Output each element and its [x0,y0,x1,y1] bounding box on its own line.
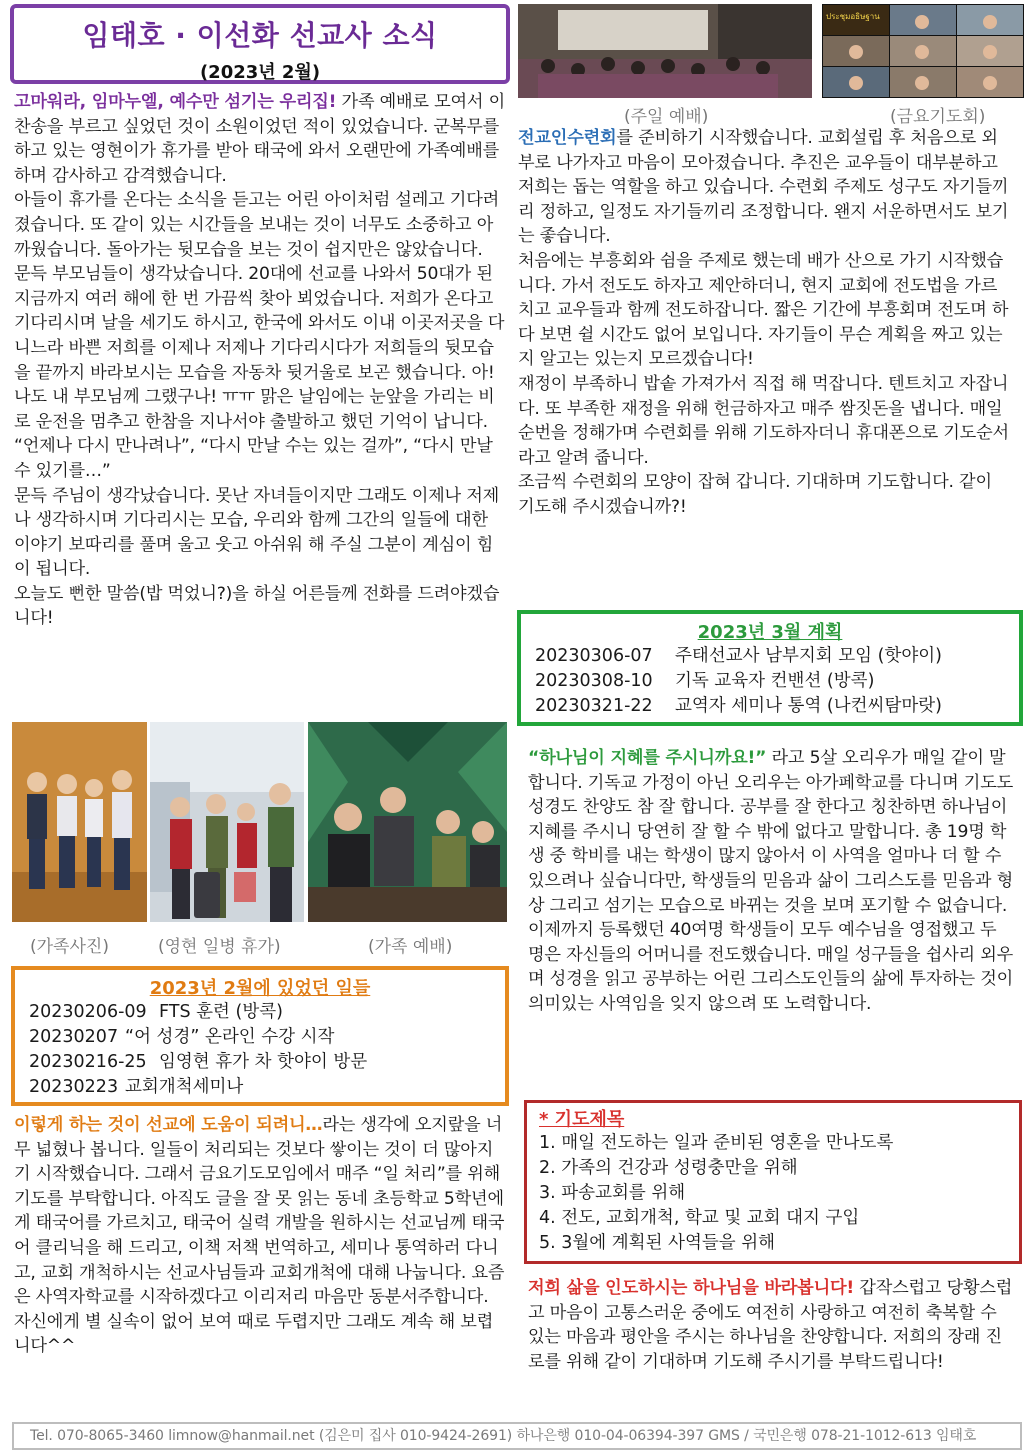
prayer-item: 2. 가족의 건강과 성령충만을 위해 [539,1158,798,1178]
family-worship-photo [308,722,507,922]
highlight-text: “하나님이 지혜를 주시니까요!” [528,748,767,768]
march-plan-box [517,610,1023,726]
paragraph [14,1113,508,1359]
paragraph: 재정이 부족하니 밥솥 가져가서 직접 해 먹잡니다. 텐트치고 자잡니다. 또 부족한 재정을 위해 헌금하자고 매주 쌈짓돈을 냅니다. 매일 순번을 정해가며 수련회를 위해 기도하자더니 휴대폰으로 기도순서라고 알려 줍니다. [518,373,1009,468]
newsletter-title: 임태호 · 이선화 선교사 소식 [82,19,438,52]
sunday-worship-photo [518,4,812,98]
event-text: 임영현 휴가 차 핫야이 방문 [159,1052,368,1072]
march-plan-list [535,644,1019,719]
paragraph [14,90,508,188]
zoom-banner-text: ประชุมอธิษฐาน [826,12,880,21]
event-item [29,1075,505,1100]
event-item [29,1000,505,1025]
prayer-title: * 기도제목 [539,1109,625,1130]
plan-text: 교역자 세미나 통역 (나컨씨탐마랏) [675,696,943,716]
paragraph: 문득 주님이 생각났습니다. 못난 자녀들이지만 그래도 이제나 저제나 생각하시며 기다리시는 모습, 우리와 함께 그간의 일들에 대한 이야기 보따리를 풀며 울고 웃고 아쉬워 해 주실 그분이 계심이 힘이 됩니다. [14,485,499,580]
newsletter-date: (2023년 2월) [199,62,321,83]
march-plan-title: 2023년 3월 계획 [697,622,843,643]
paragraph: 처음에는 부흥회와 쉼을 주제로 했는데 배가 산으로 가기 시작했습니다. 가서 전도도 하자고 제안하더니, 현지 교회에 전도법을 가르치고 교우들과 함께 전도하잡니다. 짧은 기간에 부흥회며 전도며 하다 보면 쉴 시간도 없어 보입니다. 자기들이 무슨 계획을 짜고 있는지 알고는 있는지 모르겠습니다! [518,250,1009,370]
paragraph [518,126,1012,249]
event-date: 20230207 [29,1027,119,1047]
paragraph: 오늘도 뻔한 말씀(밥 먹었니?)을 하실 어른들께 전화를 드려야겠습니다! [14,583,500,629]
paragraph-text: 라는 생각에 오지랖을 너무 넓혔나 봅니다. 일들이 처리되는 것보다 쌓이는 것이 더 많아지기 시작했습니다. 그래서 금요기도모임에서 매주 “일 처리”를 위해 기도를 부탁합니다. 아직도 글을 잘 못 읽는 동네 초등학교 5학년에게 태국어를 가르치고, 태국어 실력 개발을 원하시는 선교님께 태국어 클리닉을 해 드리고, 이책 저책 번역하고, 세미나 통역하러 다니고, 교회 개척하시는 선교사님들과 교회개척에 대해 나눕니다. 요즘은 사역자학교를 시작하겠다고 이리저리 마음만 동분서주합니다. 자신에게 별 실속이 없어 보여 때로 두렵지만 그래도 계속 해 보렵니다^^ [14,1115,505,1357]
paragraph: 이제까지 등록했던 40여명 학생들이 모두 예수님을 영접했고 두 명은 자신들의 어머니를 전도했습니다. 매일 성구들을 쉽사리 외우며 성경을 읽고 공부하는 어린 그리스도인들의 삶에 투자하는 것이 의미있는 사역임을 잊지 않으려 또 노력합니다. [528,920,1013,1014]
church-retreat-article [518,126,1012,520]
friday-photo-caption: (금요기도회) [890,107,986,127]
plan-item [535,644,1019,669]
plan-text: 주태선교사 남부지회 모임 (핫야이) [675,646,943,666]
prayer-item: 1. 매일 전도하는 일과 준비된 영혼을 만나도록 [539,1133,894,1153]
event-text: “어 성경” 온라인 수강 시작 [125,1027,335,1047]
event-item [29,1025,505,1050]
title-box [10,4,510,84]
plan-item [535,669,1019,694]
prayer-item: 4. 전도, 교회개척, 학교 및 교회 대지 구입 [539,1208,860,1228]
paragraph: 아들이 휴가를 온다는 소식을 듣고는 어린 아이처럼 설레고 기다려졌습니다. 또 같이 있는 시간들을 보내는 것이 너무도 소중하고 아까웠습니다. 돌아가는 뒷모습을 보는 것이 쉽지만은 않았습니다. [14,190,499,260]
paragraph-text: 가족 예배로 모여서 이 찬송을 부르고 싶었던 것이 소원이었던 적이 있었습니다. 군복무를 하고 있는 영현이가 휴가를 받아 태국에 와서 오랜만에 가족예배를 하며 감사하고 감격했습니다. [14,92,505,186]
friday-prayer-zoom-photo [822,4,1024,98]
plan-date: 20230308-10 [535,671,653,691]
prayer-list [539,1131,1019,1256]
event-date: 20230206-09 [29,1002,147,1022]
paragraph-text: 를 준비하기 시작했습니다. 교회설립 후 처음으로 외부로 나가자고 마음이 모아졌습니다. 추진은 교우들이 대부분하고 저희는 돕는 역할을 하고 있습니다. 수련회 주제도 성구도 자기들끼리 정하고, 일정도 자기들끼리 조정합니다. 왠지 서운하면서도 보기는 좋습니다. [518,128,1009,247]
agape-school-article [528,746,1014,1017]
event-text: 교회개척세미나 [125,1077,244,1097]
feb-events-list [29,1000,505,1100]
sunday-photo-caption: (주일 예배) [624,107,709,127]
leave-photo-caption: (영현 일병 휴가) [158,937,281,957]
plan-date: 20230321-22 [535,696,653,716]
plan-text: 기독 교육자 컨밴션 (방콕) [675,671,875,691]
event-item [29,1050,505,1075]
highlight-text: 저희 삶을 인도하시는 하나님을 바라봅니다! [528,1278,855,1298]
paragraph-text: 라고 5살 오리우가 매일 같이 말합니다. 기독교 가정이 아닌 오리우는 아가페학교를 다니며 기도도 성경도 찬양도 참 잘 합니다. 공부를 잘 한다고 칭찬하면 하나님이 지혜를 주시니 당연히 잘 할 수 밖에 없다고 말합니다. 총 19명 학생 중 학비를 내는 학생이 많지 않아서 이 사역을 얼마나 더 할 수 있으려나 싶습니다만, 학생들의 믿음과 삶이 그리스도를 믿음과 형상 그리고 섬기는 모습으로 바뀌는 것을 보며 포기할 수 없습니다. [528,748,1013,916]
event-text: FTS 훈련 (방콕) [159,1002,283,1022]
prayer-item: 3. 파송교회를 위해 [539,1183,686,1203]
ministry-work-article [14,1113,508,1359]
paragraph [528,1276,1014,1374]
feb-events-box [11,966,509,1106]
highlight-text: 이렇게 하는 것이 선교에 도움이 되려니… [14,1115,323,1135]
family-photo [12,722,147,922]
prayer-requests-box [524,1100,1022,1264]
footer-contact-text: Tel. 070-8065-3460 limnow@hanmail.net (김은미 집사 010-9424-2691) 하나은행 010-04-06394-397 GMS / 국민은행 078-21-1012-613 임태호 [30,1428,977,1444]
highlight-text: 고마워라, 임마누엘, 예수만 섬기는 우리집! [14,92,337,112]
paragraph: 조금씩 수련회의 모양이 잡혀 갑니다. 기대하며 기도합니다. 같이 기도해 주시겠습니까?! [518,472,992,517]
feb-events-title: 2023년 2월에 있었던 일들 [149,978,371,999]
son-leave-photo [150,722,304,922]
closing-article [528,1276,1014,1374]
family-photo-caption: (가족사진) [30,937,109,957]
paragraph-text: 갑작스럽고 당황스럽고 마음이 고통스러운 중에도 여전히 사랑하고 여전히 축복할 수 있는 마음과 평안을 주시는 하나님을 찬양합니다. 저희의 장래 진로를 위해 같이 기대하며 기도해 주시기를 부탁드립니다! [528,1278,1013,1372]
prayer-item: 5. 3월에 계획된 사역들을 위해 [539,1233,776,1253]
family-worship-article [14,90,508,631]
plan-item [535,694,1019,719]
paragraph [528,746,1014,918]
event-date: 20230216-25 [29,1052,147,1072]
highlight-text: 전교인수련회 [518,128,617,148]
event-date: 20230223 [29,1077,119,1097]
plan-date: 20230306-07 [535,646,653,666]
paragraph: 문득 부모님들이 생각났습니다. 20대에 선교를 나와서 50대가 된 지금까지 여러 해에 한 번 가끔씩 찾아 뵈었습니다. 저희가 온다고 기다리시며 날을 세기도 하시고, 한국에 와서도 이내 이곳저곳을 다니느라 바쁜 저희를 이제나 저제나 기다리시다가 저희들의 뒷모습을 끝까지 바라보시는 모습을 자동차 뒷거울로 보곤 했습니다. 아! 나도 내 부모님께 그랬구나! ㅠㅠ 맑은 날임에는 눈앞을 가리는 비로 운전을 멈추고 한참을 지나서야 출발하고 했던 기억이 납니다. “언제나 다시 만나려나”, “다시 만날 수는 있는 걸까”, “다시 만날 수 있기를…” [14,264,505,481]
worship-photo-caption: (가족 예배) [368,937,453,957]
contact-footer [12,1422,1022,1450]
